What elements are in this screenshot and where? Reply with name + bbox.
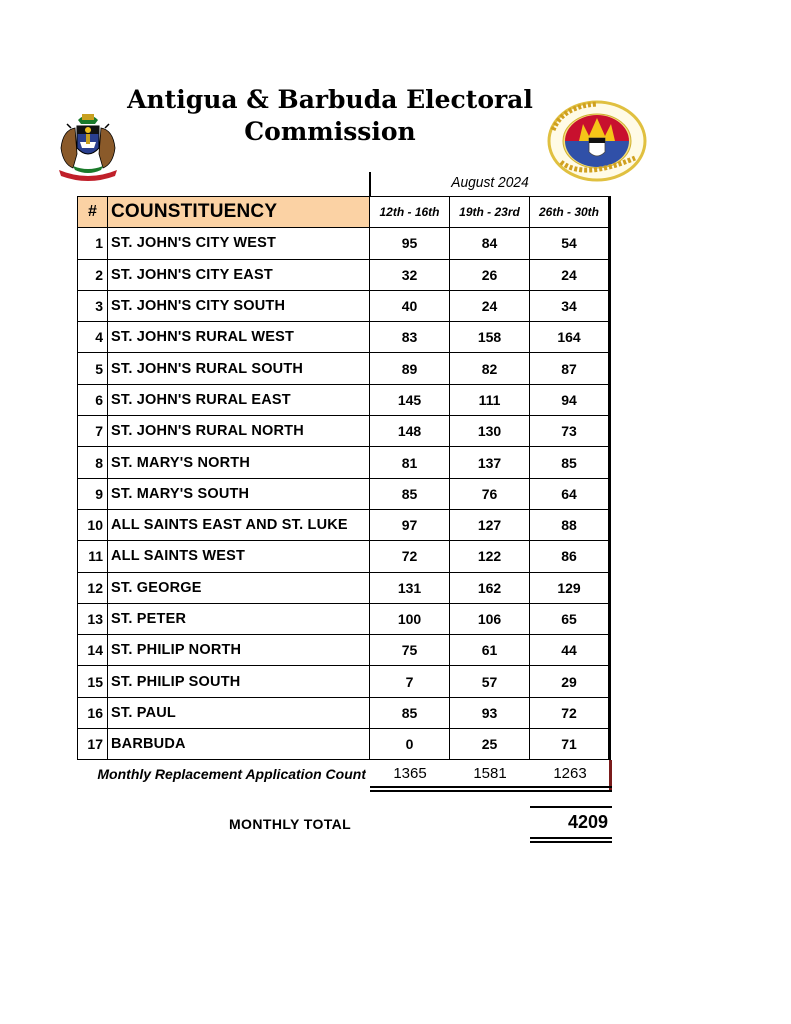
week-2-count: 61 — [450, 635, 530, 666]
constituency-name: ST. PHILIP SOUTH — [108, 666, 370, 697]
table-row — [78, 729, 610, 760]
totals-label: Monthly Replacement Application Count — [97, 766, 366, 782]
table-row — [78, 697, 610, 728]
week-3-count: 44 — [530, 635, 610, 666]
table-header-row — [78, 197, 610, 228]
week-3-count: 164 — [530, 322, 610, 353]
total-week-1: 1365 — [393, 765, 427, 782]
constituency-table — [77, 196, 611, 760]
week-1-count: 131 — [370, 572, 450, 603]
table-row — [78, 290, 610, 321]
week-1-count: 148 — [370, 416, 450, 447]
row-number: 6 — [78, 384, 108, 415]
constituency-name: ST. JOHN'S RURAL NORTH — [108, 416, 370, 447]
totals-underline-2 — [370, 790, 612, 792]
week-1-count: 89 — [370, 353, 450, 384]
table-row — [78, 635, 610, 666]
week-2-count: 111 — [450, 384, 530, 415]
week-1-count: 145 — [370, 384, 450, 415]
week-2-count: 84 — [450, 228, 530, 259]
week-2-count: 24 — [450, 290, 530, 321]
constituency-name: ST. JOHN'S RURAL EAST — [108, 384, 370, 415]
week-1-count: 83 — [370, 322, 450, 353]
week-1-count: 85 — [370, 478, 450, 509]
week-1-count: 81 — [370, 447, 450, 478]
week-1-count: 95 — [370, 228, 450, 259]
table-row — [78, 572, 610, 603]
table-body — [78, 228, 610, 760]
constituency-name: ST. MARY'S SOUTH — [108, 478, 370, 509]
month-divider — [369, 172, 371, 196]
constituency-name: ST. PAUL — [108, 697, 370, 728]
coat-of-arms-icon — [53, 108, 123, 184]
total-week-2: 1581 — [473, 765, 507, 782]
total-week-3: 1263 — [553, 765, 587, 782]
page-title: Antigua & Barbuda Electoral Commission — [127, 85, 533, 146]
constituency-name: ST. PETER — [108, 603, 370, 634]
row-number: 14 — [78, 635, 108, 666]
constituency-name: ST. JOHN'S CITY SOUTH — [108, 290, 370, 321]
week-1-count: 0 — [370, 729, 450, 760]
week-1-count: 97 — [370, 509, 450, 540]
constituency-name: ALL SAINTS WEST — [108, 541, 370, 572]
table-row — [78, 666, 610, 697]
month-label: August 2024 — [451, 174, 529, 191]
constituency-name: ST. JOHN'S RURAL WEST — [108, 322, 370, 353]
week-2-count: 106 — [450, 603, 530, 634]
table-row — [78, 259, 610, 290]
week-3-count: 65 — [530, 603, 610, 634]
table-row — [78, 603, 610, 634]
week-2-count: 137 — [450, 447, 530, 478]
week-1-count: 85 — [370, 697, 450, 728]
row-number: 10 — [78, 509, 108, 540]
table-row — [78, 447, 610, 478]
monthly-total-underline-1 — [530, 837, 612, 839]
week-3-count: 24 — [530, 259, 610, 290]
week-1-count: 32 — [370, 259, 450, 290]
week-2-count: 57 — [450, 666, 530, 697]
week-2-count: 162 — [450, 572, 530, 603]
constituency-name: ST. JOHN'S RURAL SOUTH — [108, 353, 370, 384]
week-3-count: 85 — [530, 447, 610, 478]
row-number: 12 — [78, 572, 108, 603]
week-3-count: 34 — [530, 290, 610, 321]
table-row — [78, 353, 610, 384]
week-3-count: 94 — [530, 384, 610, 415]
row-number: 9 — [78, 478, 108, 509]
row-number: 15 — [78, 666, 108, 697]
row-number: 7 — [78, 416, 108, 447]
row-number: 4 — [78, 322, 108, 353]
table-row — [78, 384, 610, 415]
table-row — [78, 541, 610, 572]
table-row — [78, 509, 610, 540]
constituency-name: ST. JOHN'S CITY EAST — [108, 259, 370, 290]
table-row — [78, 416, 610, 447]
column-header-week-1: 12th - 16th — [370, 197, 450, 228]
week-1-count: 7 — [370, 666, 450, 697]
week-2-count: 122 — [450, 541, 530, 572]
constituency-name: ALL SAINTS EAST AND ST. LUKE — [108, 509, 370, 540]
week-1-count: 100 — [370, 603, 450, 634]
week-2-count: 82 — [450, 353, 530, 384]
row-number: 5 — [78, 353, 108, 384]
table-row — [78, 478, 610, 509]
constituency-name: ST. GEORGE — [108, 572, 370, 603]
week-3-count: 87 — [530, 353, 610, 384]
row-number: 17 — [78, 729, 108, 760]
row-number: 13 — [78, 603, 108, 634]
week-2-count: 26 — [450, 259, 530, 290]
week-3-count: 64 — [530, 478, 610, 509]
totals-underline-1 — [370, 786, 612, 788]
table-row — [78, 228, 610, 259]
week-2-count: 93 — [450, 697, 530, 728]
row-number: 8 — [78, 447, 108, 478]
week-3-count: 72 — [530, 697, 610, 728]
week-2-count: 130 — [450, 416, 530, 447]
week-2-count: 25 — [450, 729, 530, 760]
electoral-commission-seal-icon — [543, 100, 647, 182]
row-number: 2 — [78, 259, 108, 290]
week-3-count: 86 — [530, 541, 610, 572]
monthly-total-overline — [530, 806, 612, 808]
week-3-count: 129 — [530, 572, 610, 603]
column-header-constituency: COUNSTITUENCY — [108, 197, 370, 228]
row-number: 3 — [78, 290, 108, 321]
constituency-name: ST. PHILIP NORTH — [108, 635, 370, 666]
week-2-count: 76 — [450, 478, 530, 509]
week-1-count: 40 — [370, 290, 450, 321]
column-header-week-3: 26th - 30th — [530, 197, 610, 228]
week-3-count: 54 — [530, 228, 610, 259]
monthly-total-value: 4209 — [567, 812, 608, 832]
monthly-total-underline-2 — [530, 841, 612, 843]
row-number: 1 — [78, 228, 108, 259]
row-number: 16 — [78, 697, 108, 728]
constituency-name: ST. MARY'S NORTH — [108, 447, 370, 478]
week-2-count: 158 — [450, 322, 530, 353]
constituency-name: BARBUDA — [108, 729, 370, 760]
week-3-count: 73 — [530, 416, 610, 447]
column-header-number: # — [78, 197, 108, 228]
week-1-count: 72 — [370, 541, 450, 572]
monthly-total-label: MONTHLY TOTAL — [229, 816, 352, 832]
row-number: 11 — [78, 541, 108, 572]
constituency-name: ST. JOHN'S CITY WEST — [108, 228, 370, 259]
column-header-week-2: 19th - 23rd — [450, 197, 530, 228]
week-3-count: 71 — [530, 729, 610, 760]
week-3-count: 29 — [530, 666, 610, 697]
week-3-count: 88 — [530, 509, 610, 540]
week-2-count: 127 — [450, 509, 530, 540]
table-row — [78, 322, 610, 353]
week-1-count: 75 — [370, 635, 450, 666]
